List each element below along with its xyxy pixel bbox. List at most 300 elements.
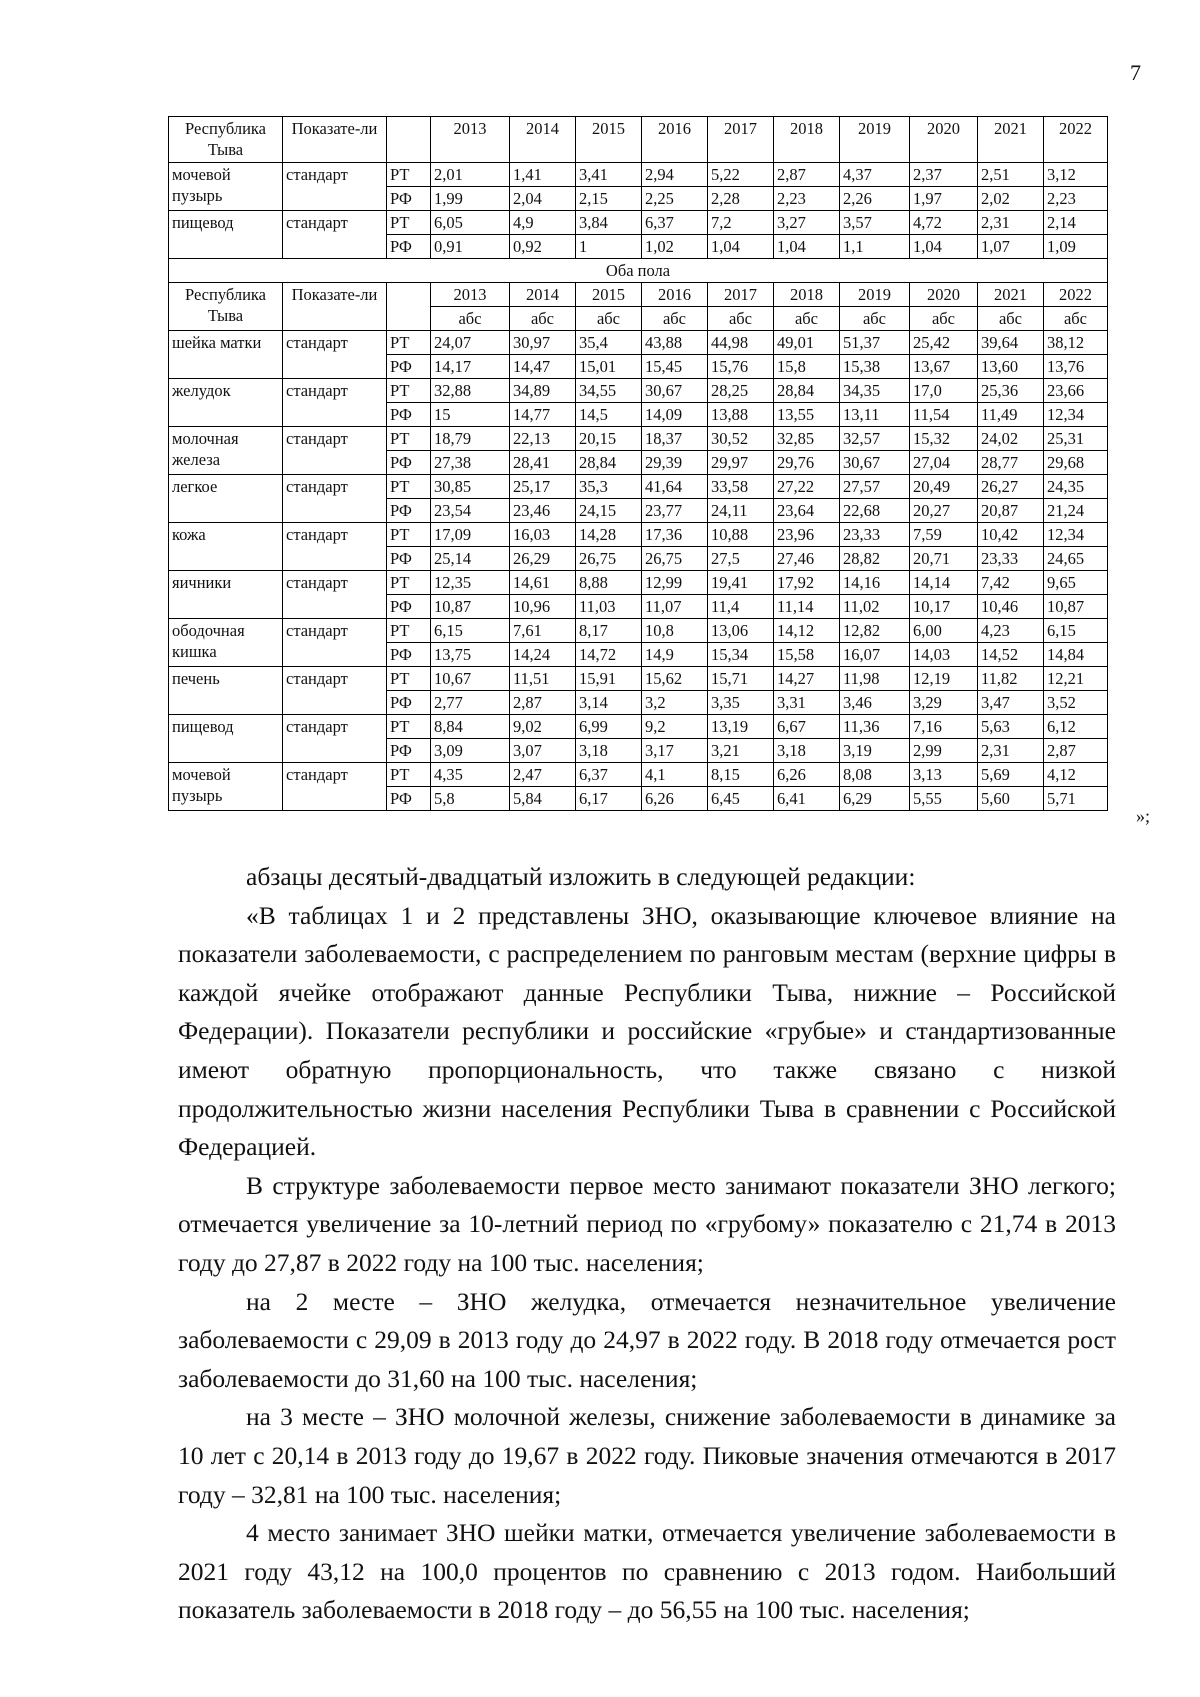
value-cell-rt: 2,31 xyxy=(978,211,1044,235)
table-row xyxy=(169,571,1108,595)
value-cell-rf: 2,31 xyxy=(978,739,1044,763)
value-cell-rf: 15,76 xyxy=(708,355,774,379)
value-cell-rt: 16,03 xyxy=(510,523,576,547)
paragraph: 4 место занимает ЗНО шейки матки, отмечается увеличение заболеваемости в 2021 году 43,12 на 100,0 процентов по сравнению с 2013 годом. Наибольший показатель заболеваемости в 2018 году – до 56,55 на 100 тыс. населения; xyxy=(178,1518,1116,1625)
header-year: 2020 xyxy=(910,117,978,163)
incidence-table-wrapper xyxy=(168,116,1108,811)
value-cell-rf: 1,1 xyxy=(840,235,910,259)
header-abs: абс xyxy=(978,307,1044,331)
value-cell-rt: 32,85 xyxy=(774,427,840,451)
value-cell-rt: 4,12 xyxy=(1044,763,1108,787)
value-cell-rt: 8,88 xyxy=(576,571,642,595)
value-cell-rt: 10,42 xyxy=(978,523,1044,547)
indicator-name: стандарт xyxy=(283,523,387,571)
value-cell-rf: 24,11 xyxy=(708,499,774,523)
region-label-rt: РТ xyxy=(387,427,431,451)
value-cell-rf: 6,45 xyxy=(708,787,774,811)
region-label-rt: РТ xyxy=(387,163,431,187)
site-name: шейка матки xyxy=(169,331,283,379)
value-cell-rt: 41,64 xyxy=(642,475,708,499)
header-year: 2019 xyxy=(840,117,910,163)
value-cell-rf: 20,71 xyxy=(910,547,978,571)
value-cell-rf: 14,03 xyxy=(910,643,978,667)
value-cell-rf: 3,19 xyxy=(840,739,910,763)
header-abs: абс xyxy=(910,307,978,331)
value-cell-rf: 2,15 xyxy=(576,187,642,211)
value-cell-rt: 9,65 xyxy=(1044,571,1108,595)
value-cell-rt: 11,98 xyxy=(840,667,910,691)
region-label-rt: РТ xyxy=(387,619,431,643)
value-cell-rf: 15,45 xyxy=(642,355,708,379)
value-cell-rf: 11,02 xyxy=(840,595,910,619)
value-cell-rf: 15 xyxy=(431,403,510,427)
value-cell-rt: 7,61 xyxy=(510,619,576,643)
value-cell-rt: 28,25 xyxy=(708,379,774,403)
value-cell-rt: 23,96 xyxy=(774,523,840,547)
value-cell-rf: 15,01 xyxy=(576,355,642,379)
header-abs: абс xyxy=(642,307,708,331)
value-cell-rt: 25,17 xyxy=(510,475,576,499)
value-cell-rt: 4,35 xyxy=(431,763,510,787)
region-label-rf: РФ xyxy=(387,547,431,571)
value-cell-rt: 6,99 xyxy=(576,715,642,739)
value-cell-rf: 11,54 xyxy=(910,403,978,427)
value-cell-rf: 1,97 xyxy=(910,187,978,211)
value-cell-rf: 28,77 xyxy=(978,451,1044,475)
value-cell-rf: 1,09 xyxy=(1044,235,1108,259)
value-cell-rt: 25,42 xyxy=(910,331,978,355)
value-cell-rt: 24,02 xyxy=(978,427,1044,451)
region-label-rt: РТ xyxy=(387,715,431,739)
value-cell-rf: 3,46 xyxy=(840,691,910,715)
paragraph: В структуре заболеваемости первое место занимают показатели ЗНО легкого; отмечается увеличение за 10-летний период по «грубому» показателю с 21,74 в 2013 году до 27,87 в 2022 году на 100 тыс. населения; xyxy=(178,1170,1116,1277)
value-cell-rt: 25,36 xyxy=(978,379,1044,403)
value-cell-rf: 14,72 xyxy=(576,643,642,667)
header-year: 2016 xyxy=(642,283,708,307)
value-cell-rf: 14,5 xyxy=(576,403,642,427)
value-cell-rf: 15,58 xyxy=(774,643,840,667)
header-year: 2013 xyxy=(431,283,510,307)
value-cell-rf: 6,41 xyxy=(774,787,840,811)
value-cell-rt: 18,79 xyxy=(431,427,510,451)
header-year: 2018 xyxy=(774,117,840,163)
value-cell-rt: 12,34 xyxy=(1044,523,1108,547)
header-region: Республика Тыва xyxy=(169,283,283,331)
header-abs: абс xyxy=(576,307,642,331)
value-cell-rf: 24,15 xyxy=(576,499,642,523)
region-label-rt: РТ xyxy=(387,475,431,499)
value-cell-rt: 2,94 xyxy=(642,163,708,187)
region-label-rf: РФ xyxy=(387,187,431,211)
site-name: пищевод xyxy=(169,211,283,259)
table-row xyxy=(169,163,1108,187)
value-cell-rt: 8,17 xyxy=(576,619,642,643)
value-cell-rf: 10,96 xyxy=(510,595,576,619)
value-cell-rt: 14,28 xyxy=(576,523,642,547)
value-cell-rt: 11,82 xyxy=(978,667,1044,691)
header-year: 2020 xyxy=(910,283,978,307)
value-cell-rf: 3,21 xyxy=(708,739,774,763)
value-cell-rf: 1,07 xyxy=(978,235,1044,259)
value-cell-rt: 12,35 xyxy=(431,571,510,595)
value-cell-rf: 27,04 xyxy=(910,451,978,475)
value-cell-rf: 11,49 xyxy=(978,403,1044,427)
value-cell-rt: 44,98 xyxy=(708,331,774,355)
value-cell-rf: 1,02 xyxy=(642,235,708,259)
value-cell-rf: 3,18 xyxy=(576,739,642,763)
value-cell-rt: 32,88 xyxy=(431,379,510,403)
value-cell-rf: 13,75 xyxy=(431,643,510,667)
header-abs: абс xyxy=(774,307,840,331)
region-label-rf: РФ xyxy=(387,691,431,715)
value-cell-rt: 9,2 xyxy=(642,715,708,739)
table-row xyxy=(169,523,1108,547)
value-cell-rt: 28,84 xyxy=(774,379,840,403)
value-cell-rt: 10,67 xyxy=(431,667,510,691)
region-label-rt: РТ xyxy=(387,211,431,235)
site-name: пищевод xyxy=(169,715,283,763)
value-cell-rf: 2,26 xyxy=(840,187,910,211)
value-cell-rt: 15,62 xyxy=(642,667,708,691)
value-cell-rf: 11,03 xyxy=(576,595,642,619)
value-cell-rt: 24,35 xyxy=(1044,475,1108,499)
value-cell-rf: 10,46 xyxy=(978,595,1044,619)
value-cell-rt: 38,12 xyxy=(1044,331,1108,355)
value-cell-rf: 23,64 xyxy=(774,499,840,523)
header-abs: абс xyxy=(708,307,774,331)
value-cell-rf: 1,04 xyxy=(708,235,774,259)
value-cell-rt: 9,02 xyxy=(510,715,576,739)
value-cell-rt: 8,84 xyxy=(431,715,510,739)
indicator-name: стандарт xyxy=(283,619,387,667)
table-row xyxy=(169,619,1108,643)
value-cell-rt: 14,61 xyxy=(510,571,576,595)
region-label-rf: РФ xyxy=(387,355,431,379)
value-cell-rf: 28,41 xyxy=(510,451,576,475)
value-cell-rt: 5,22 xyxy=(708,163,774,187)
indicator-name: стандарт xyxy=(283,379,387,427)
closing-quote: »; xyxy=(1136,806,1151,826)
value-cell-rf: 23,46 xyxy=(510,499,576,523)
value-cell-rt: 30,52 xyxy=(708,427,774,451)
indicator-name: стандарт xyxy=(283,211,387,259)
value-cell-rt: 4,37 xyxy=(840,163,910,187)
value-cell-rt: 22,13 xyxy=(510,427,576,451)
value-cell-rf: 26,75 xyxy=(642,547,708,571)
table-row xyxy=(169,763,1108,787)
value-cell-rf: 10,87 xyxy=(431,595,510,619)
value-cell-rf: 12,34 xyxy=(1044,403,1108,427)
table-row xyxy=(169,667,1108,691)
header-year: 2013 xyxy=(431,117,510,163)
value-cell-rt: 34,55 xyxy=(576,379,642,403)
value-cell-rt: 12,82 xyxy=(840,619,910,643)
header-year: 2022 xyxy=(1044,117,1108,163)
paragraph: «В таблицах 1 и 2 представлены ЗНО, оказывающие ключевое влияние на показатели заболеваемости, с распределением по ранговым местам (верхние цифры в каждой ячейке отображают данные Республики Тыва, нижние – Российской Федерации). Показатели республики и российские «грубые» и стандартизованные имеют обратную пропорциональность, что также связано с низкой продолжительностью жизни населения Республики Тыва в сравнении с Российской Федерацией. xyxy=(178,900,1116,1162)
value-cell-rf: 6,17 xyxy=(576,787,642,811)
value-cell-rf: 14,17 xyxy=(431,355,510,379)
header-indicator: Показате-ли xyxy=(283,117,387,163)
value-cell-rt: 13,19 xyxy=(708,715,774,739)
value-cell-rf: 15,8 xyxy=(774,355,840,379)
value-cell-rf: 13,11 xyxy=(840,403,910,427)
region-label-rf: РФ xyxy=(387,739,431,763)
value-cell-rf: 1,99 xyxy=(431,187,510,211)
value-cell-rf: 5,55 xyxy=(910,787,978,811)
value-cell-rt: 14,12 xyxy=(774,619,840,643)
value-cell-rf: 3,14 xyxy=(576,691,642,715)
value-cell-rt: 2,01 xyxy=(431,163,510,187)
value-cell-rt: 6,15 xyxy=(431,619,510,643)
value-cell-rt: 43,88 xyxy=(642,331,708,355)
value-cell-rf: 2,25 xyxy=(642,187,708,211)
value-cell-rf: 2,87 xyxy=(1044,739,1108,763)
value-cell-rf: 16,07 xyxy=(840,643,910,667)
value-cell-rt: 4,9 xyxy=(510,211,576,235)
value-cell-rf: 2,04 xyxy=(510,187,576,211)
value-cell-rt: 19,41 xyxy=(708,571,774,595)
value-cell-rf: 23,54 xyxy=(431,499,510,523)
value-cell-rt: 15,32 xyxy=(910,427,978,451)
value-cell-rt: 3,57 xyxy=(840,211,910,235)
value-cell-rt: 30,97 xyxy=(510,331,576,355)
value-cell-rf: 10,87 xyxy=(1044,595,1108,619)
value-cell-rt: 33,58 xyxy=(708,475,774,499)
body-text xyxy=(178,858,1116,1630)
value-cell-rt: 6,00 xyxy=(910,619,978,643)
paragraph: на 2 месте – ЗНО желудка, отмечается незначительное увеличение заболеваемости с 29,09 в 2013 году до 24,97 в 2022 году. В 2018 году отмечается рост заболеваемости до 31,60 на 100 тыс. населения; xyxy=(178,1286,1116,1393)
value-cell-rt: 30,85 xyxy=(431,475,510,499)
region-label-rf: РФ xyxy=(387,499,431,523)
value-cell-rf: 13,67 xyxy=(910,355,978,379)
site-name: мочевой пузырь xyxy=(169,163,283,211)
value-cell-rt: 23,66 xyxy=(1044,379,1108,403)
header-abs: абс xyxy=(840,307,910,331)
value-cell-rt: 32,57 xyxy=(840,427,910,451)
indicator-name: стандарт xyxy=(283,427,387,475)
value-cell-rt: 5,69 xyxy=(978,763,1044,787)
value-cell-rt: 2,37 xyxy=(910,163,978,187)
value-cell-rt: 17,09 xyxy=(431,523,510,547)
value-cell-rt: 10,88 xyxy=(708,523,774,547)
value-cell-rf: 29,68 xyxy=(1044,451,1108,475)
value-cell-rf: 14,24 xyxy=(510,643,576,667)
value-cell-rf: 23,33 xyxy=(978,547,1044,571)
value-cell-rt: 20,49 xyxy=(910,475,978,499)
value-cell-rf: 1,04 xyxy=(910,235,978,259)
value-cell-rf: 20,87 xyxy=(978,499,1044,523)
value-cell-rf: 14,09 xyxy=(642,403,708,427)
value-cell-rf: 14,9 xyxy=(642,643,708,667)
header-year: 2017 xyxy=(708,117,774,163)
region-label-rt: РТ xyxy=(387,331,431,355)
value-cell-rt: 13,06 xyxy=(708,619,774,643)
header-year: 2017 xyxy=(708,283,774,307)
value-cell-rt: 7,59 xyxy=(910,523,978,547)
value-cell-rt: 26,27 xyxy=(978,475,1044,499)
site-name: желудок xyxy=(169,379,283,427)
value-cell-rf: 11,4 xyxy=(708,595,774,619)
value-cell-rf: 27,5 xyxy=(708,547,774,571)
value-cell-rf: 1 xyxy=(576,235,642,259)
value-cell-rf: 6,29 xyxy=(840,787,910,811)
value-cell-rf: 3,2 xyxy=(642,691,708,715)
value-cell-rt: 4,23 xyxy=(978,619,1044,643)
value-cell-rt: 2,51 xyxy=(978,163,1044,187)
region-label-rt: РТ xyxy=(387,571,431,595)
header-region: Республика Тыва xyxy=(169,117,283,163)
value-cell-rf: 3,18 xyxy=(774,739,840,763)
value-cell-rt: 39,64 xyxy=(978,331,1044,355)
value-cell-rf: 14,47 xyxy=(510,355,576,379)
indicator-name: стандарт xyxy=(283,475,387,523)
value-cell-rt: 25,31 xyxy=(1044,427,1108,451)
value-cell-rf: 27,46 xyxy=(774,547,840,571)
header-empty xyxy=(387,117,431,163)
value-cell-rt: 1,41 xyxy=(510,163,576,187)
value-cell-rf: 0,92 xyxy=(510,235,576,259)
indicator-name: стандарт xyxy=(283,571,387,619)
value-cell-rf: 28,84 xyxy=(576,451,642,475)
value-cell-rt: 6,37 xyxy=(642,211,708,235)
region-label-rt: РТ xyxy=(387,667,431,691)
value-cell-rf: 5,60 xyxy=(978,787,1044,811)
header-year: 2021 xyxy=(978,283,1044,307)
indicator-name: стандарт xyxy=(283,163,387,211)
value-cell-rf: 6,26 xyxy=(642,787,708,811)
value-cell-rt: 12,19 xyxy=(910,667,978,691)
value-cell-rt: 27,57 xyxy=(840,475,910,499)
value-cell-rf: 1,04 xyxy=(774,235,840,259)
value-cell-rt: 6,26 xyxy=(774,763,840,787)
value-cell-rf: 13,88 xyxy=(708,403,774,427)
value-cell-rt: 7,16 xyxy=(910,715,978,739)
value-cell-rf: 3,07 xyxy=(510,739,576,763)
indicator-name: стандарт xyxy=(283,331,387,379)
section-row xyxy=(169,259,1108,283)
region-label-rt: РТ xyxy=(387,763,431,787)
value-cell-rt: 10,8 xyxy=(642,619,708,643)
value-cell-rt: 18,37 xyxy=(642,427,708,451)
value-cell-rf: 2,02 xyxy=(978,187,1044,211)
value-cell-rt: 27,22 xyxy=(774,475,840,499)
value-cell-rf: 2,99 xyxy=(910,739,978,763)
value-cell-rf: 10,17 xyxy=(910,595,978,619)
value-cell-rf: 14,77 xyxy=(510,403,576,427)
value-cell-rf: 5,71 xyxy=(1044,787,1108,811)
value-cell-rt: 7,42 xyxy=(978,571,1044,595)
value-cell-rt: 24,07 xyxy=(431,331,510,355)
value-cell-rt: 3,27 xyxy=(774,211,840,235)
header-year: 2015 xyxy=(576,117,642,163)
table-row xyxy=(169,427,1108,451)
value-cell-rf: 24,65 xyxy=(1044,547,1108,571)
value-cell-rt: 2,14 xyxy=(1044,211,1108,235)
site-name: ободочная кишка xyxy=(169,619,283,667)
value-cell-rt: 8,15 xyxy=(708,763,774,787)
site-name: молочная железа xyxy=(169,427,283,475)
value-cell-rf: 3,29 xyxy=(910,691,978,715)
value-cell-rf: 14,52 xyxy=(978,643,1044,667)
value-cell-rf: 29,76 xyxy=(774,451,840,475)
header-indicator: Показате-ли xyxy=(283,283,387,331)
value-cell-rt: 3,13 xyxy=(910,763,978,787)
region-label-rf: РФ xyxy=(387,403,431,427)
value-cell-rt: 2,87 xyxy=(774,163,840,187)
value-cell-rf: 5,84 xyxy=(510,787,576,811)
region-label-rf: РФ xyxy=(387,787,431,811)
region-label-rf: РФ xyxy=(387,451,431,475)
header-empty xyxy=(387,283,431,331)
value-cell-rt: 6,67 xyxy=(774,715,840,739)
incidence-table xyxy=(168,116,1108,811)
value-cell-rt: 6,05 xyxy=(431,211,510,235)
table-row xyxy=(169,379,1108,403)
value-cell-rf: 13,76 xyxy=(1044,355,1108,379)
value-cell-rf: 27,38 xyxy=(431,451,510,475)
value-cell-rf: 26,29 xyxy=(510,547,576,571)
table-header-row xyxy=(169,283,1108,307)
value-cell-rt: 17,36 xyxy=(642,523,708,547)
value-cell-rt: 11,36 xyxy=(840,715,910,739)
header-year: 2019 xyxy=(840,283,910,307)
value-cell-rf: 2,28 xyxy=(708,187,774,211)
value-cell-rf: 30,67 xyxy=(840,451,910,475)
value-cell-rf: 3,31 xyxy=(774,691,840,715)
header-abs: абс xyxy=(510,307,576,331)
page-number: 7 xyxy=(1130,60,1141,85)
value-cell-rf: 5,8 xyxy=(431,787,510,811)
value-cell-rt: 34,89 xyxy=(510,379,576,403)
value-cell-rf: 26,75 xyxy=(576,547,642,571)
region-label-rt: РТ xyxy=(387,523,431,547)
header-year: 2021 xyxy=(978,117,1044,163)
value-cell-rt: 6,12 xyxy=(1044,715,1108,739)
value-cell-rt: 8,08 xyxy=(840,763,910,787)
value-cell-rf: 3,52 xyxy=(1044,691,1108,715)
value-cell-rt: 51,37 xyxy=(840,331,910,355)
site-name: мочевой пузырь xyxy=(169,763,283,811)
table-row xyxy=(169,715,1108,739)
paragraph: абзацы десятый-двадцатый изложить в следующей редакции: xyxy=(246,862,916,891)
value-cell-rt: 35,3 xyxy=(576,475,642,499)
site-name: печень xyxy=(169,667,283,715)
value-cell-rf: 3,35 xyxy=(708,691,774,715)
region-label-rf: РФ xyxy=(387,643,431,667)
value-cell-rf: 15,34 xyxy=(708,643,774,667)
region-label-rf: РФ xyxy=(387,235,431,259)
value-cell-rt: 35,4 xyxy=(576,331,642,355)
value-cell-rt: 3,84 xyxy=(576,211,642,235)
region-label-rf: РФ xyxy=(387,595,431,619)
header-year: 2015 xyxy=(576,283,642,307)
table-header-row xyxy=(169,117,1108,163)
value-cell-rt: 14,27 xyxy=(774,667,840,691)
value-cell-rf: 3,09 xyxy=(431,739,510,763)
value-cell-rt: 15,71 xyxy=(708,667,774,691)
value-cell-rt: 5,63 xyxy=(978,715,1044,739)
table-row xyxy=(169,475,1108,499)
value-cell-rt: 11,51 xyxy=(510,667,576,691)
value-cell-rt: 3,12 xyxy=(1044,163,1108,187)
value-cell-rt: 2,47 xyxy=(510,763,576,787)
value-cell-rf: 23,77 xyxy=(642,499,708,523)
header-year: 2014 xyxy=(510,283,576,307)
header-year: 2018 xyxy=(774,283,840,307)
value-cell-rt: 14,14 xyxy=(910,571,978,595)
value-cell-rf: 2,77 xyxy=(431,691,510,715)
value-cell-rf: 13,55 xyxy=(774,403,840,427)
